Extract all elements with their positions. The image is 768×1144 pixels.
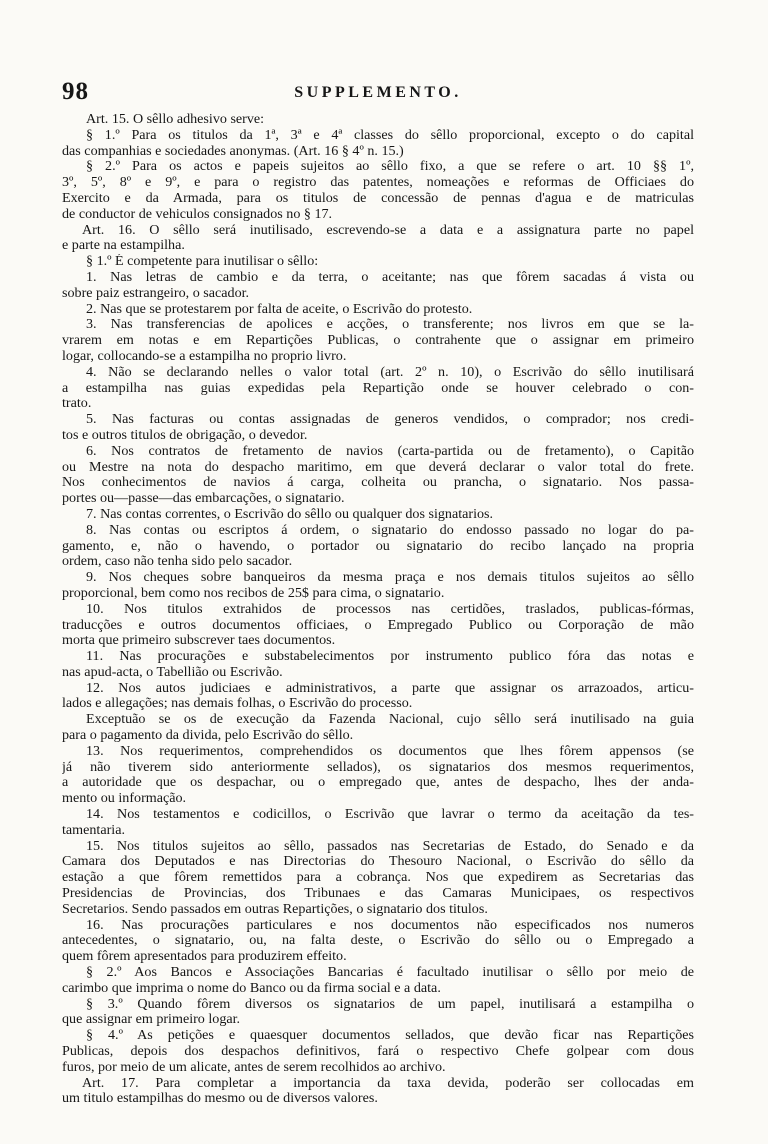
text-line: 1. Nas letras de cambio e da terra, o aceitante; nas que fôrem sacadas á vista ou [86, 269, 694, 285]
text-line: antecedentes, o signatario, ou, na falta deste, o Escrivão do sêllo ou o Empregado a [62, 933, 694, 949]
text-line: 15. Nos titulos sujeitos ao sêllo, passados nas Secretarias de Estado, do Senado e da [86, 838, 694, 854]
text-line: Camara dos Deputados e nas Directorias do Thesouro Nacional, o Escrivão do sêllo da [62, 854, 694, 870]
text-line: nas apud-acta, o Tabellião ou Escrivão. [62, 664, 283, 680]
text-line: já não tiverem sido anteriormente sellados), os signatarios dos mesmos requerimentos, [62, 759, 694, 775]
text-line: estação a que fôrem remettidos para a cobrança. Nos que expedirem as Secretarias das [62, 870, 694, 886]
text-line: Presidencias de Provincias, dos Tribunaes e das Camaras Municipaes, os respectivos [62, 886, 694, 902]
text-line: Nos conhecimentos de navios á carga, colheita ou prancha, o signatario. Nos passa- [62, 475, 694, 491]
text-line: Exercito e da Armada, para os titulos de concessão de pennas d'agua e de matriculas [62, 190, 694, 206]
text-line: trato. [62, 396, 92, 412]
text-line: § 2.º Para os actos e papeis sujeitos ao sêllo fixo, a que se refere o art. 10 §§ 1º, [86, 159, 694, 175]
text-line: proporcional, bem como nos recibos de 25$ para cima, o signatario. [62, 585, 445, 601]
text-line: Art. 16. O sêllo será inutilisado, escrevendo-se a data e a assignatura parte no papel [82, 222, 694, 238]
text-line: um titulo estampilhas do mesmo ou de diversos valores. [62, 1091, 378, 1107]
text-line: 6. Nos contratos de fretamento de navios (carta-partida ou de fretamento), o Capitão [86, 443, 694, 459]
text-line: Secretarios. Sendo passados em outras Repartições, o signatario dos titulos. [62, 901, 488, 917]
text-line: Publicas, depois dos despachos definitivos, fará o respectivo Chefe golpear com dous [62, 1044, 694, 1060]
text-line: tamentaria. [62, 822, 125, 838]
body-text [62, 112, 694, 1107]
text-line: § 1.º Para os titulos da 1ª, 3ª e 4ª classes do sêllo proporcional, excepto o do capital [86, 127, 694, 143]
text-line: Exceptuão se os de execução da Fazenda Nacional, cujo sêllo será inutilisado na guia [86, 712, 694, 728]
text-line: sobre paiz estrangeiro, o sacador. [62, 285, 250, 301]
text-line: Art. 17. Para completar a importancia da taxa devida, poderão ser collocadas em [82, 1075, 694, 1091]
text-line: ou Mestre na nota do despacho maritimo, em que deverá declarar o valor total do frete. [62, 459, 694, 475]
text-line: quem fôrem apresentados para produzirem effeito. [62, 949, 347, 965]
text-line: logar, collocando-se a estampilha no proprio livro. [62, 348, 347, 364]
text-line: 14. Nos testamentos e codicillos, o Escrivão que lavrar o termo da aceitação da tes- [86, 807, 694, 823]
text-line: 10. Nos titulos extrahidos de processos nas certidões, traslados, publicas-fórmas, [86, 601, 694, 617]
text-line: a autoridade que os despachar, ou o empregado que, antes de despacho, lhes der anda- [62, 775, 694, 791]
text-line: 16. Nas procurações particulares e nos documentos não especificados nos numeros [86, 917, 694, 933]
text-line: 3º, 5º, 8º e 9º, e para o registro das patentes, nomeações e reformas de Officiaes do [62, 175, 694, 191]
text-line: lados e allegações; nas demais folhas, o Escrivão do processo. [62, 696, 413, 712]
text-line: 13. Nos requerimentos, comprehendidos os documentos que lhes fôrem appensos (se [86, 743, 694, 759]
text-line: 11. Nas procurações e substabelecimentos por instrumento publico fóra das notas e [86, 649, 694, 665]
text-line: § 2.º Aos Bancos e Associações Bancarias é facultado inutilisar o sêllo por meio de [86, 965, 694, 981]
text-line: 2. Nas que se protestarem por falta de aceite, o Escrivão do protesto. [86, 301, 473, 317]
text-line: tos e outros titulos de obrigação, o devedor. [62, 427, 308, 443]
text-line: ordem, caso não tenha sido pelo sacador. [62, 554, 293, 570]
text-line: das companhias e sociedades anonymas. (Art. 16 § 4º n. 15.) [62, 143, 404, 159]
text-line: mento ou informação. [62, 791, 187, 807]
text-line: 5. Nas facturas ou contas assignadas de generos vendidos, o comprador; nos credi- [86, 412, 694, 428]
running-title: SUPPLEMENTO. [294, 84, 462, 101]
text-line: a estampilha nas guias expedidas pela Repartição onde se houver celebrado o con- [62, 380, 694, 396]
text-line: 9. Nos cheques sobre banqueiros da mesma praça e nos demais titulos sujeitos ao sêllo [86, 570, 694, 586]
text-line: 7. Nas contas correntes, o Escrivão do sêllo ou qualquer dos signatarios. [86, 506, 494, 522]
text-line: 4. Não se declarando nelles o valor total (art. 2º n. 10), o Escrivão do sêllo inutilisará [86, 364, 694, 380]
text-line: traducções e outros documentos officiaes, o Empregado Publico ou Corporação de mão [62, 617, 694, 633]
text-line: § 4.º As petições e quaesquer documentos sellados, que devão ficar nas Repartições [86, 1028, 694, 1044]
text-line: 3. Nas transferencias de apolices e acções, o transferente; nos livros em que se la- [86, 317, 694, 333]
page-header [62, 78, 694, 108]
text-line: de conductor de vehiculos consignados no § 17. [62, 206, 333, 222]
text-line: carimbo que imprima o nome do Banco ou da firma social e a data. [62, 980, 441, 996]
text-line: furos, por meio de um alicate, antes de serem recolhidos ao archivo. [62, 1059, 446, 1075]
text-line: Art. 15. O sêllo adhesivo serve: [86, 112, 265, 127]
text-line: § 1.º É competente para inutilisar o sêllo: [86, 254, 319, 270]
text-line: e parte na estampilha. [62, 238, 185, 254]
text-line: 8. Nas contas ou escriptos á ordem, o signatario do endosso passado no logar do pa- [86, 522, 694, 538]
text-line: vrarem em notas e em Repartições Publicas, o contrahente que o assignar em primeiro [62, 333, 694, 349]
text-line: § 3.º Quando fôrem diversos os signatarios de um papel, inutilisará a estampilha o [86, 996, 694, 1012]
page-number: 98 [62, 78, 89, 105]
text-line: morta que primeiro subscrever taes documentos. [62, 633, 336, 649]
text-line: que assignar em primeiro logar. [62, 1012, 241, 1028]
text-line: 12. Nos autos judiciaes e administrativos, a parte que assignar os arrazoados, articu- [86, 680, 694, 696]
text-line: para o pagamento da divida, pelo Escrivão do sêllo. [62, 728, 354, 744]
text-line: gamento, e, não o havendo, o portador ou signatario do recibo lançado na propria [62, 538, 694, 554]
text-line: portes ou—passe—das embarcações, o signatario. [62, 491, 345, 507]
